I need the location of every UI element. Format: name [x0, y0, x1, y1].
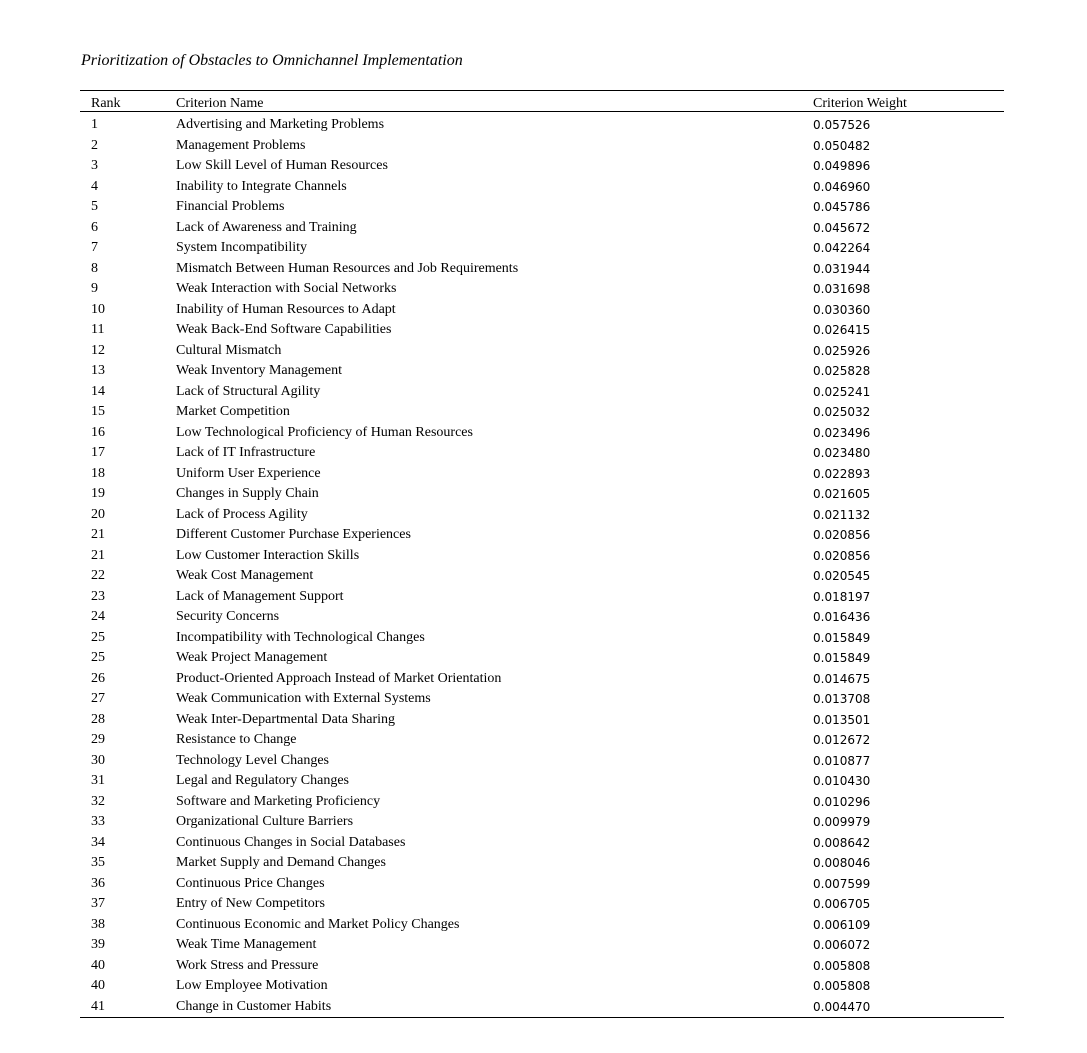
- table-row: [80, 710, 1004, 731]
- criteria-weights-table: [80, 90, 1004, 1018]
- criterion-name-cell: Changes in Supply Chain: [176, 486, 319, 501]
- rank-cell: 37: [91, 896, 105, 911]
- rank-cell: 10: [91, 301, 105, 317]
- criterion-name-cell: Legal and Regulatory Changes: [176, 773, 350, 788]
- table-row: [80, 136, 1004, 157]
- criterion-name-cell: Lack of IT Infrastructure: [176, 445, 316, 460]
- rank-cell: 21: [91, 547, 105, 563]
- table-row: [80, 771, 1004, 792]
- rank-cell: 19: [91, 486, 105, 501]
- criterion-weight-cell: 0.006705: [813, 897, 871, 911]
- criterion-weight-cell: 0.023480: [813, 446, 871, 460]
- rank-cell: 22: [91, 568, 105, 583]
- rank-cell: 9: [91, 281, 98, 296]
- criterion-name-cell: System Incompatibility: [176, 240, 308, 255]
- criterion-weight-cell: 0.018197: [813, 589, 871, 604]
- criterion-weight-cell: 0.057526: [813, 118, 871, 132]
- table-row: [80, 238, 1004, 259]
- criterion-name-cell: Lack of Awareness and Training: [176, 219, 357, 235]
- criterion-name-cell: Mismatch Between Human Resources and Job Requirements: [176, 260, 519, 276]
- rank-cell: 34: [91, 834, 105, 850]
- rank-cell: 38: [91, 916, 105, 932]
- criterion-name-cell: Low Skill Level of Human Resources: [176, 158, 388, 173]
- criterion-name-cell: Management Problems: [176, 137, 306, 153]
- rank-cell: 16: [91, 424, 105, 440]
- rank-cell: 29: [91, 732, 105, 747]
- criterion-weight-cell: 0.025926: [813, 343, 871, 358]
- table-row: [80, 751, 1004, 772]
- rank-cell: 13: [91, 363, 105, 378]
- table-row: [80, 997, 1004, 1018]
- criterion-name-cell: Inability to Integrate Channels: [176, 178, 347, 194]
- table-row: [80, 730, 1004, 751]
- criterion-name-cell: Weak Inter-Departmental Data Sharing: [176, 711, 395, 727]
- criterion-weight-cell: 0.009979: [813, 815, 871, 829]
- criterion-name-cell: Entry of New Competitors: [176, 896, 325, 911]
- criterion-name-cell: Continuous Changes in Social Databases: [176, 834, 406, 850]
- table-caption: Prioritization of Obstacles to Omnichannel Implementation: [81, 52, 463, 69]
- criterion-name-cell: Weak Time Management: [176, 937, 317, 952]
- table-row: [80, 177, 1004, 198]
- criterion-name-cell: Product-Oriented Approach Instead of Market Orientation: [176, 670, 502, 686]
- table-row: [80, 894, 1004, 915]
- table-row: [80, 874, 1004, 895]
- rank-cell: 18: [91, 465, 105, 481]
- rank-cell: 8: [91, 260, 98, 276]
- criterion-name-cell: Low Technological Proficiency of Human Resources: [176, 424, 473, 440]
- criterion-name-cell: Financial Problems: [176, 199, 285, 214]
- criterion-name-cell: Weak Interaction with Social Networks: [176, 281, 397, 296]
- criterion-name-cell: Technology Level Changes: [176, 752, 329, 768]
- rank-cell: 1: [91, 117, 98, 132]
- rank-cell: 7: [91, 240, 98, 255]
- criterion-name-cell: Resistance to Change: [176, 732, 297, 747]
- criterion-name-cell: Inability of Human Resources to Adapt: [176, 301, 396, 317]
- rank-cell: 25: [91, 629, 105, 645]
- header-rank: Rank: [91, 96, 121, 111]
- table-row: [80, 279, 1004, 300]
- criterion-weight-cell: 0.015849: [813, 651, 871, 665]
- table-row: [80, 566, 1004, 587]
- table-row: [80, 402, 1004, 423]
- criterion-name-cell: Weak Cost Management: [176, 568, 314, 583]
- table-row: [80, 587, 1004, 608]
- criterion-name-cell: Lack of Management Support: [176, 588, 344, 604]
- table-row: [80, 361, 1004, 382]
- criterion-name-cell: Cultural Mismatch: [176, 342, 282, 358]
- criterion-name-cell: Incompatibility with Technological Changes: [176, 629, 425, 645]
- rank-cell: 5: [91, 199, 98, 214]
- criterion-name-cell: Continuous Economic and Market Policy Changes: [176, 916, 460, 932]
- criterion-name-cell: Organizational Culture Barriers: [176, 814, 354, 829]
- rank-cell: 4: [91, 178, 98, 194]
- criterion-weight-cell: 0.045672: [813, 220, 871, 235]
- rank-cell: 39: [91, 937, 105, 952]
- criterion-weight-cell: 0.045786: [813, 200, 871, 214]
- rank-cell: 12: [91, 342, 105, 358]
- criterion-weight-cell: 0.013501: [813, 712, 871, 727]
- criterion-weight-cell: 0.006109: [813, 917, 871, 932]
- rank-cell: 40: [91, 957, 105, 973]
- table-row: [80, 505, 1004, 526]
- criterion-name-cell: Work Stress and Pressure: [176, 957, 319, 973]
- criterion-weight-cell: 0.031698: [813, 282, 871, 296]
- table-header-row: [80, 91, 1004, 112]
- rank-cell: 24: [91, 609, 105, 624]
- table-row: [80, 812, 1004, 833]
- table-row: [80, 935, 1004, 956]
- criterion-weight-cell: 0.049896: [813, 159, 871, 173]
- table-row: [80, 484, 1004, 505]
- criterion-name-cell: Weak Back-End Software Capabilities: [176, 322, 392, 337]
- header-criterion-weight: Criterion Weight: [813, 96, 907, 111]
- table-row: [80, 689, 1004, 710]
- table-row: [80, 464, 1004, 485]
- rank-cell: 26: [91, 670, 105, 686]
- criterion-weight-cell: 0.004470: [813, 999, 871, 1014]
- table-row: [80, 341, 1004, 362]
- criterion-weight-cell: 0.015849: [813, 630, 871, 645]
- criterion-weight-cell: 0.005808: [813, 979, 871, 993]
- rank-cell: 11: [91, 322, 105, 337]
- criterion-weight-cell: 0.016436: [813, 610, 871, 624]
- criterion-weight-cell: 0.022893: [813, 466, 871, 481]
- criterion-weight-cell: 0.050482: [813, 138, 871, 153]
- table-row: [80, 607, 1004, 628]
- table-row: [80, 300, 1004, 321]
- criterion-weight-cell: 0.020856: [813, 548, 871, 563]
- table-body: [80, 112, 1004, 1017]
- table-row: [80, 259, 1004, 280]
- criterion-weight-cell: 0.007599: [813, 876, 871, 891]
- rank-cell: 20: [91, 506, 105, 522]
- criterion-weight-cell: 0.008642: [813, 835, 871, 850]
- rank-cell: 3: [91, 158, 98, 173]
- table-row: [80, 156, 1004, 177]
- criterion-weight-cell: 0.021605: [813, 487, 871, 501]
- rank-cell: 27: [91, 691, 105, 706]
- criterion-weight-cell: 0.025241: [813, 384, 871, 399]
- criterion-name-cell: Market Supply and Demand Changes: [176, 855, 386, 870]
- table-row: [80, 320, 1004, 341]
- rank-cell: 33: [91, 814, 105, 829]
- criterion-name-cell: Software and Marketing Proficiency: [176, 793, 381, 809]
- criterion-weight-cell: 0.021132: [813, 507, 871, 522]
- criterion-name-cell: Weak Project Management: [176, 650, 328, 665]
- table-row: [80, 669, 1004, 690]
- criterion-weight-cell: 0.026415: [813, 323, 871, 337]
- rank-cell: 35: [91, 855, 105, 870]
- criterion-weight-cell: 0.010296: [813, 794, 871, 809]
- rank-cell: 2: [91, 137, 98, 153]
- rank-cell: 17: [91, 445, 105, 460]
- criterion-name-cell: Uniform User Experience: [176, 465, 321, 481]
- criterion-weight-cell: 0.014675: [813, 671, 871, 686]
- criterion-name-cell: Market Competition: [176, 404, 290, 419]
- criterion-weight-cell: 0.031944: [813, 261, 871, 276]
- rank-cell: 28: [91, 711, 105, 727]
- table-row: [80, 628, 1004, 649]
- table-row: [80, 525, 1004, 546]
- criterion-weight-cell: 0.030360: [813, 302, 871, 317]
- rank-cell: 25: [91, 650, 105, 665]
- table-row: [80, 956, 1004, 977]
- rank-cell: 36: [91, 875, 105, 891]
- criterion-name-cell: Continuous Price Changes: [176, 875, 325, 891]
- table-row: [80, 546, 1004, 567]
- criterion-name-cell: Different Customer Purchase Experiences: [176, 527, 411, 542]
- rank-cell: 23: [91, 588, 105, 604]
- rank-cell: 21: [91, 527, 105, 542]
- criterion-weight-cell: 0.042264: [813, 241, 871, 255]
- table-row: [80, 197, 1004, 218]
- rank-cell: 32: [91, 793, 105, 809]
- table-row: [80, 115, 1004, 136]
- criterion-weight-cell: 0.020545: [813, 569, 871, 583]
- criterion-name-cell: Lack of Process Agility: [176, 506, 308, 522]
- table-row: [80, 423, 1004, 444]
- criterion-weight-cell: 0.005808: [813, 958, 871, 973]
- rank-cell: 15: [91, 404, 105, 419]
- criterion-name-cell: Weak Inventory Management: [176, 363, 343, 378]
- criterion-weight-cell: 0.023496: [813, 425, 871, 440]
- table-row: [80, 382, 1004, 403]
- criterion-weight-cell: 0.010430: [813, 774, 871, 788]
- criterion-weight-cell: 0.046960: [813, 179, 871, 194]
- criterion-weight-cell: 0.025828: [813, 364, 871, 378]
- criterion-name-cell: Lack of Structural Agility: [176, 383, 321, 399]
- criterion-name-cell: Security Concerns: [176, 609, 280, 624]
- table-row: [80, 853, 1004, 874]
- rank-cell: 41: [91, 998, 105, 1014]
- table-row: [80, 915, 1004, 936]
- criterion-weight-cell: 0.008046: [813, 856, 871, 870]
- table-row: [80, 648, 1004, 669]
- table-row: [80, 833, 1004, 854]
- table-row: [80, 443, 1004, 464]
- table-row: [80, 218, 1004, 239]
- criterion-weight-cell: 0.010877: [813, 753, 871, 768]
- criterion-weight-cell: 0.020856: [813, 528, 871, 542]
- criterion-name-cell: Weak Communication with External Systems: [176, 691, 431, 706]
- criterion-weight-cell: 0.012672: [813, 733, 871, 747]
- table-row: [80, 976, 1004, 997]
- rank-cell: 14: [91, 383, 105, 399]
- criterion-weight-cell: 0.025032: [813, 405, 871, 419]
- rank-cell: 31: [91, 773, 105, 788]
- criterion-name-cell: Low Customer Interaction Skills: [176, 547, 360, 563]
- table-row: [80, 792, 1004, 813]
- criterion-weight-cell: 0.013708: [813, 692, 871, 706]
- criterion-name-cell: Low Employee Motivation: [176, 978, 328, 993]
- criterion-weight-cell: 0.006072: [813, 938, 871, 952]
- criterion-name-cell: Advertising and Marketing Problems: [176, 117, 385, 132]
- criterion-name-cell: Change in Customer Habits: [176, 998, 332, 1014]
- rank-cell: 30: [91, 752, 105, 768]
- rank-cell: 6: [91, 219, 98, 235]
- header-criterion-name: Criterion Name: [176, 96, 264, 111]
- rank-cell: 40: [91, 978, 105, 993]
